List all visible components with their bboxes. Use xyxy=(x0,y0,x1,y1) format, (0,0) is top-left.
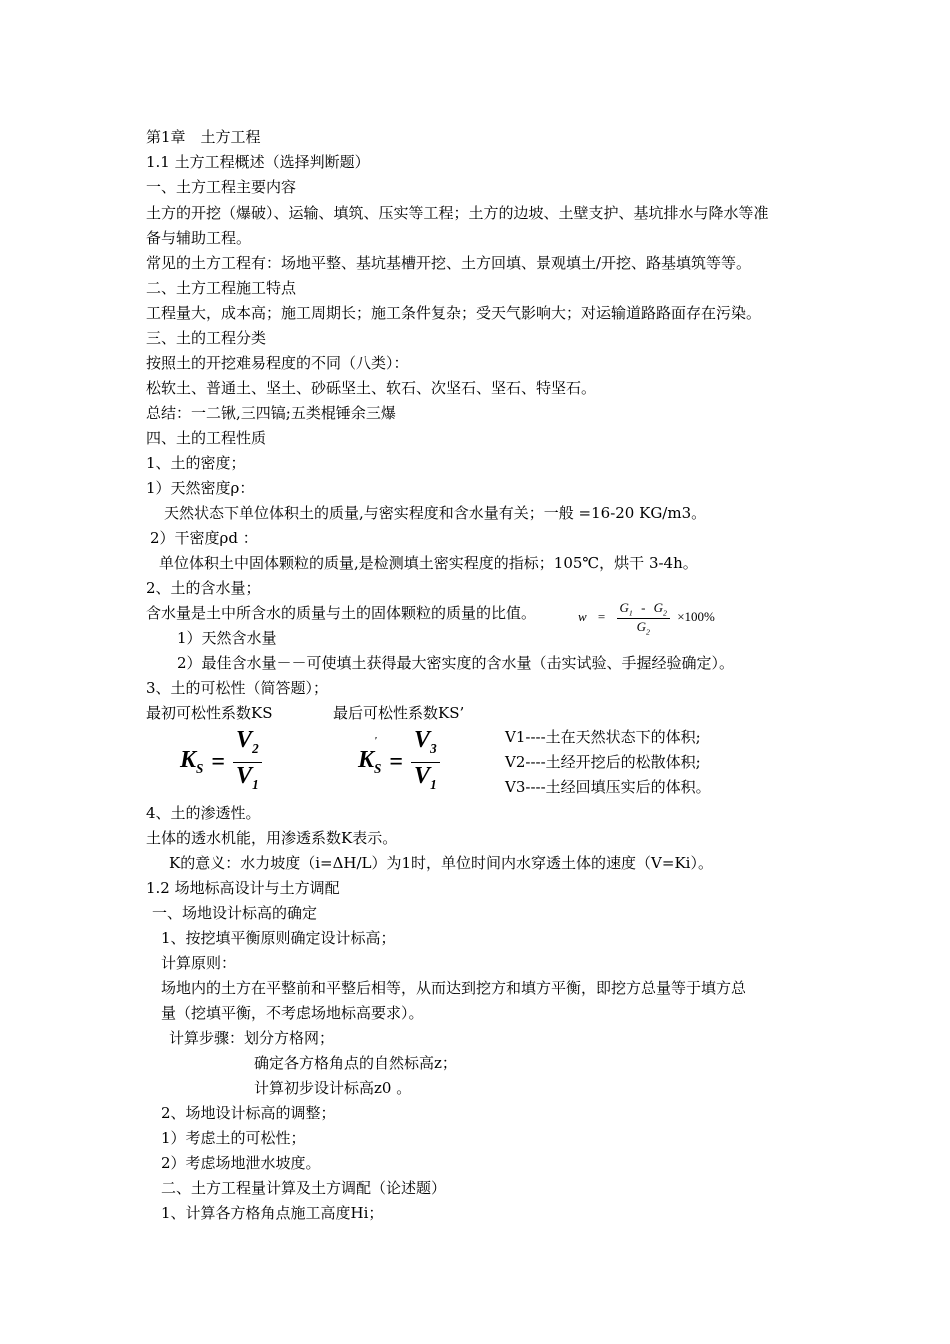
item-heading: 3、土的可松性（简答题）； xyxy=(146,679,329,697)
paragraph-line: 计算初步设计标高z0 。 xyxy=(254,1079,412,1097)
subsection-heading: 一、场地设计标高的确定 xyxy=(152,904,318,922)
formula-subscript: 1 xyxy=(628,608,633,618)
subsection-heading: 三、土的工程分类 xyxy=(146,329,267,347)
formula-equals: = xyxy=(211,748,226,775)
formula-subscript: 2 xyxy=(645,627,650,637)
item-heading: 2）干密度ρd ： xyxy=(150,529,258,547)
subsection-heading: 二、土方工程量计算及土方调配（论述题） xyxy=(161,1179,447,1197)
paragraph-line: 最初可松性系数KS xyxy=(146,704,273,722)
definition-line: V2----土经开挖后的松散体积; xyxy=(505,753,701,771)
formula-subscript: 1 xyxy=(430,776,437,792)
paragraph-line: 按照土的开挖难易程度的不同（八类）： xyxy=(146,354,409,372)
formula-times: ×100% xyxy=(677,609,715,625)
item-heading: 1、土的密度； xyxy=(146,454,246,472)
formula-subscript: 2 xyxy=(663,608,667,618)
formula-subscript: 3 xyxy=(430,740,437,756)
formula-minus: - xyxy=(641,600,646,615)
paragraph-line: 场地内的土方在平整前和平整后相等，从而达到挖方和填方平衡，即挖方总量等于填方总 xyxy=(161,979,747,997)
item-heading: 2、场地设计标高的调整； xyxy=(161,1104,336,1122)
definition-line: V3----土经回填压实后的体积。 xyxy=(505,778,711,796)
formula-symbol: V xyxy=(236,762,253,789)
formula-lhs: K ' $_S$ xyxy=(358,735,382,777)
paragraph-line: 计算步骤：划分方格网； xyxy=(169,1029,335,1047)
formula-symbol: V xyxy=(414,727,431,753)
paragraph-line: 天然状态下单位体积土的质量,与密实程度和含水量有关；一般 =16-20 KG/m3。 xyxy=(164,504,707,522)
formula-symbol: G xyxy=(619,600,629,615)
paragraph-line: 2）最佳含水量－－可使填土获得最大密实度的含水量（击实试验、手握经验确定）。 xyxy=(177,654,735,672)
ks-prime-formula xyxy=(358,727,440,798)
water-content-formula xyxy=(578,600,715,636)
formula-fraction xyxy=(411,727,440,798)
paragraph-line: 确定各方格角点的自然标高z； xyxy=(254,1054,457,1072)
paragraph-line: 1）考虑土的可松性； xyxy=(161,1129,306,1147)
chapter-title: 第1章 土方工程 xyxy=(146,128,261,146)
subsection-heading: 一、土方工程主要内容 xyxy=(146,178,297,196)
formula-subscript: 1 xyxy=(252,776,259,792)
item-heading: 1）天然含水量 xyxy=(177,629,277,647)
item-heading: 1、按挖填平衡原则确定设计标高； xyxy=(161,929,396,947)
paragraph-line: 最后可松性系数KS’ xyxy=(333,704,465,722)
formula-equals: = xyxy=(597,609,606,625)
formula-fraction xyxy=(617,600,670,636)
paragraph-line: 土体的透水机能，用渗透系数K表示。 xyxy=(146,829,398,847)
item-heading: 4、土的渗透性。 xyxy=(146,804,261,822)
ks-formula xyxy=(180,727,262,798)
paragraph-line: K的意义：水力坡度（i=ΔH/L）为1时，单位时间内水穿透土体的速度（V=Ki）。 xyxy=(169,854,713,872)
formula-symbol: V xyxy=(414,762,431,789)
formula-symbol: G xyxy=(636,618,646,634)
item-heading: 2、土的含水量； xyxy=(146,579,261,597)
paragraph-line: 2）考虑场地泄水坡度。 xyxy=(161,1154,321,1172)
section-heading: 1.1 土方工程概述（选择判断题） xyxy=(146,153,370,171)
subsection-heading: 二、土方工程施工特点 xyxy=(146,279,297,297)
paragraph-line: 量（挖填平衡，不考虑场地标高要求）。 xyxy=(161,1004,424,1022)
item-heading: 1）天然密度ρ： xyxy=(146,479,255,497)
subsection-heading: 四、土的工程性质 xyxy=(146,429,267,447)
formula-symbol: G xyxy=(653,600,664,615)
formula-subscript: 2 xyxy=(252,740,259,756)
formula-equals: = xyxy=(389,748,404,775)
paragraph-line: 计算原则： xyxy=(161,954,237,972)
paragraph-line: 工程量大，成本高；施工周期长；施工条件复杂；受天气影响大；对运输道路路面存在污染。 xyxy=(146,304,762,322)
paragraph-line: 土方的开挖（爆破）、运输、填筑、压实等工程；土方的边坡、土壁支护、基坑排水与降水等准 xyxy=(146,204,769,222)
formula-symbol: V xyxy=(236,727,253,753)
formula-lhs: $K_S$ xyxy=(180,747,204,777)
paragraph-line: 备与辅助工程。 xyxy=(146,229,252,247)
section-heading: 1.2 场地标高设计与土方调配 xyxy=(146,879,340,897)
paragraph-line: 单位体积土中固体颗粒的质量,是检测填土密实程度的指标；105℃，烘干 3-4h。 xyxy=(159,554,698,572)
paragraph-line: 含水量是土中所含水的质量与土的固体颗粒的质量的比值。 xyxy=(146,604,537,622)
definition-line: V1----土在天然状态下的体积; xyxy=(505,728,701,746)
paragraph-line: 松软土、普通土、坚土、砂砾坚土、软石、次坚石、坚石、特坚石。 xyxy=(146,379,597,397)
formula-lhs: w xyxy=(578,609,587,625)
paragraph-line: 常见的土方工程有：场地平整、基坑基槽开挖、土方回填、景观填土/开挖、路基填筑等等。 xyxy=(146,254,752,272)
item-heading: 1、计算各方格角点施工高度Hi； xyxy=(161,1204,384,1222)
formula-fraction xyxy=(233,727,262,798)
paragraph-line: 总结：一二锹,三四镐;五类棍锤余三爆 xyxy=(146,404,396,422)
